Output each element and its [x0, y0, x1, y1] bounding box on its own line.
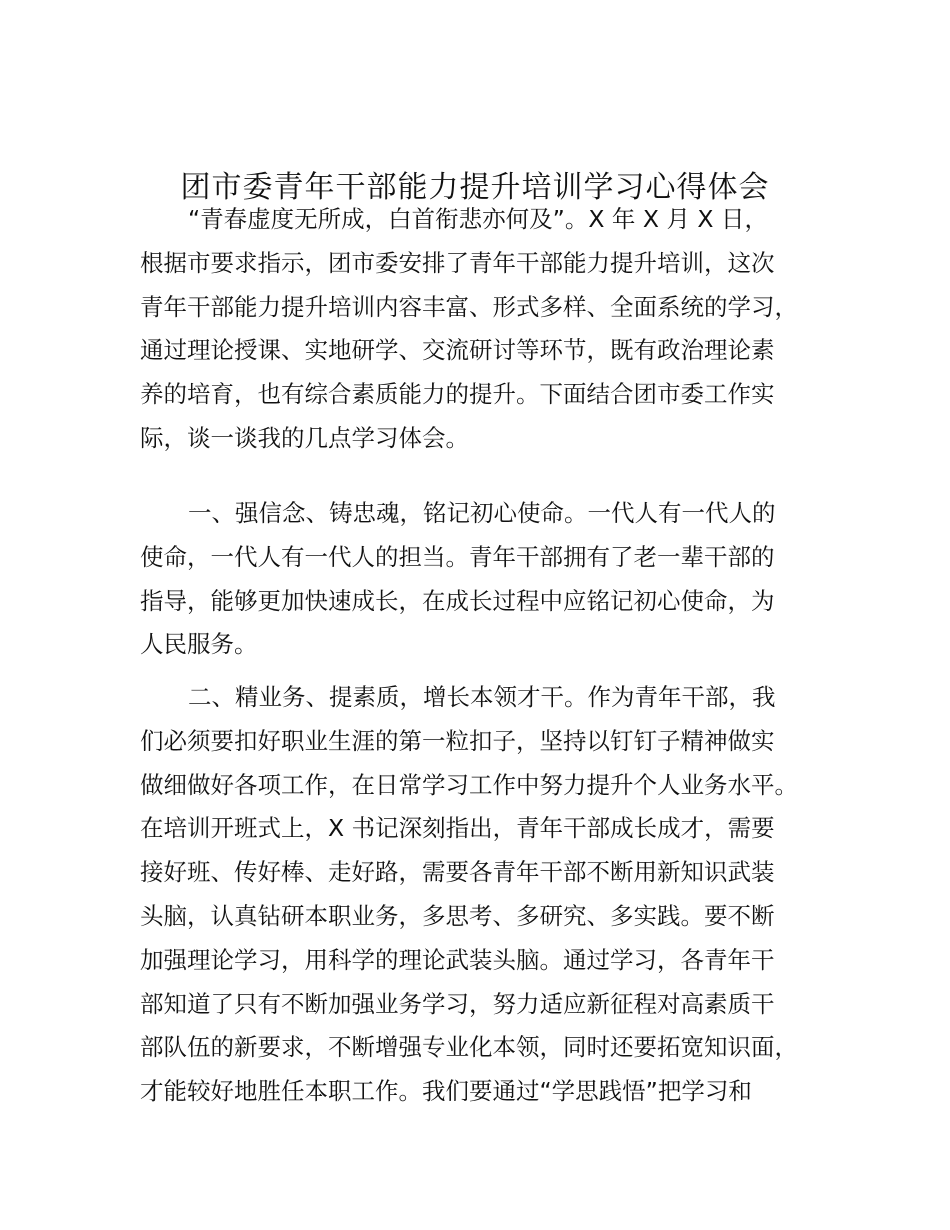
text-line: 养的培育，也有综合素质能力的提升。下面结合团市委工作实	[140, 380, 775, 409]
paragraph-intro	[140, 198, 830, 461]
paragraph-section-one	[140, 492, 830, 667]
text-line: 一、强信念、铸忠魂，铭记初心使命。一代人有一代人的	[188, 499, 776, 527]
document-title: 团市委青年干部能力提升培训学习心得体会	[180, 170, 770, 205]
text-line: 在培训开班式上，X 书记深刻指出，青年干部成长成才，需要	[140, 814, 775, 843]
text-line: 使命，一代人有一代人的担当。青年干部拥有了老一辈干部的	[140, 542, 775, 571]
text-line: 人民服务。	[140, 630, 258, 659]
text-line: “青春虚度无所成，白首衔悲亦何及”。X 年 X 月 X 日，	[188, 205, 768, 233]
text-line: 通过理论授课、实地研学、交流研讨等环节，既有政治理论素	[140, 336, 775, 365]
text-line: 青年干部能力提升培训内容丰富、形式多样、全面系统的学习，	[140, 292, 798, 321]
text-line: 际，谈一谈我的几点学习体会。	[140, 423, 469, 452]
text-line: 根据市要求指示，团市委安排了青年干部能力提升培训，这次	[140, 248, 775, 277]
paragraph-section-two	[140, 676, 830, 1114]
text-line: 加强理论学习，用科学的理论武装头脑。通过学习，各青年干	[140, 945, 775, 974]
text-line: 做细做好各项工作，在日常学习工作中努力提升个人业务水平。	[140, 770, 798, 799]
text-line: 部知道了只有不断加强业务学习，努力适应新征程对高素质干	[140, 989, 775, 1018]
text-line: 头脑，认真钻研本职业务，多思考、多研究、多实践。要不断	[140, 901, 775, 930]
text-line: 才能较好地胜任本职工作。我们要通过“学思践悟”把学习和	[140, 1077, 752, 1106]
text-line: 们必须要扣好职业生涯的第一粒扣子，坚持以钉钉子精神做实	[140, 726, 775, 755]
text-line: 二、精业务、提素质，增长本领才干。作为青年干部，我	[188, 683, 776, 711]
text-line: 部队伍的新要求，不断增强专业化本领，同时还要拓宽知识面，	[140, 1033, 798, 1062]
text-line: 接好班、传好棒、走好路，需要各青年干部不断用新知识武装	[140, 858, 775, 887]
text-line: 指导，能够更加快速成长，在成长过程中应铭记初心使命，为	[140, 586, 775, 615]
